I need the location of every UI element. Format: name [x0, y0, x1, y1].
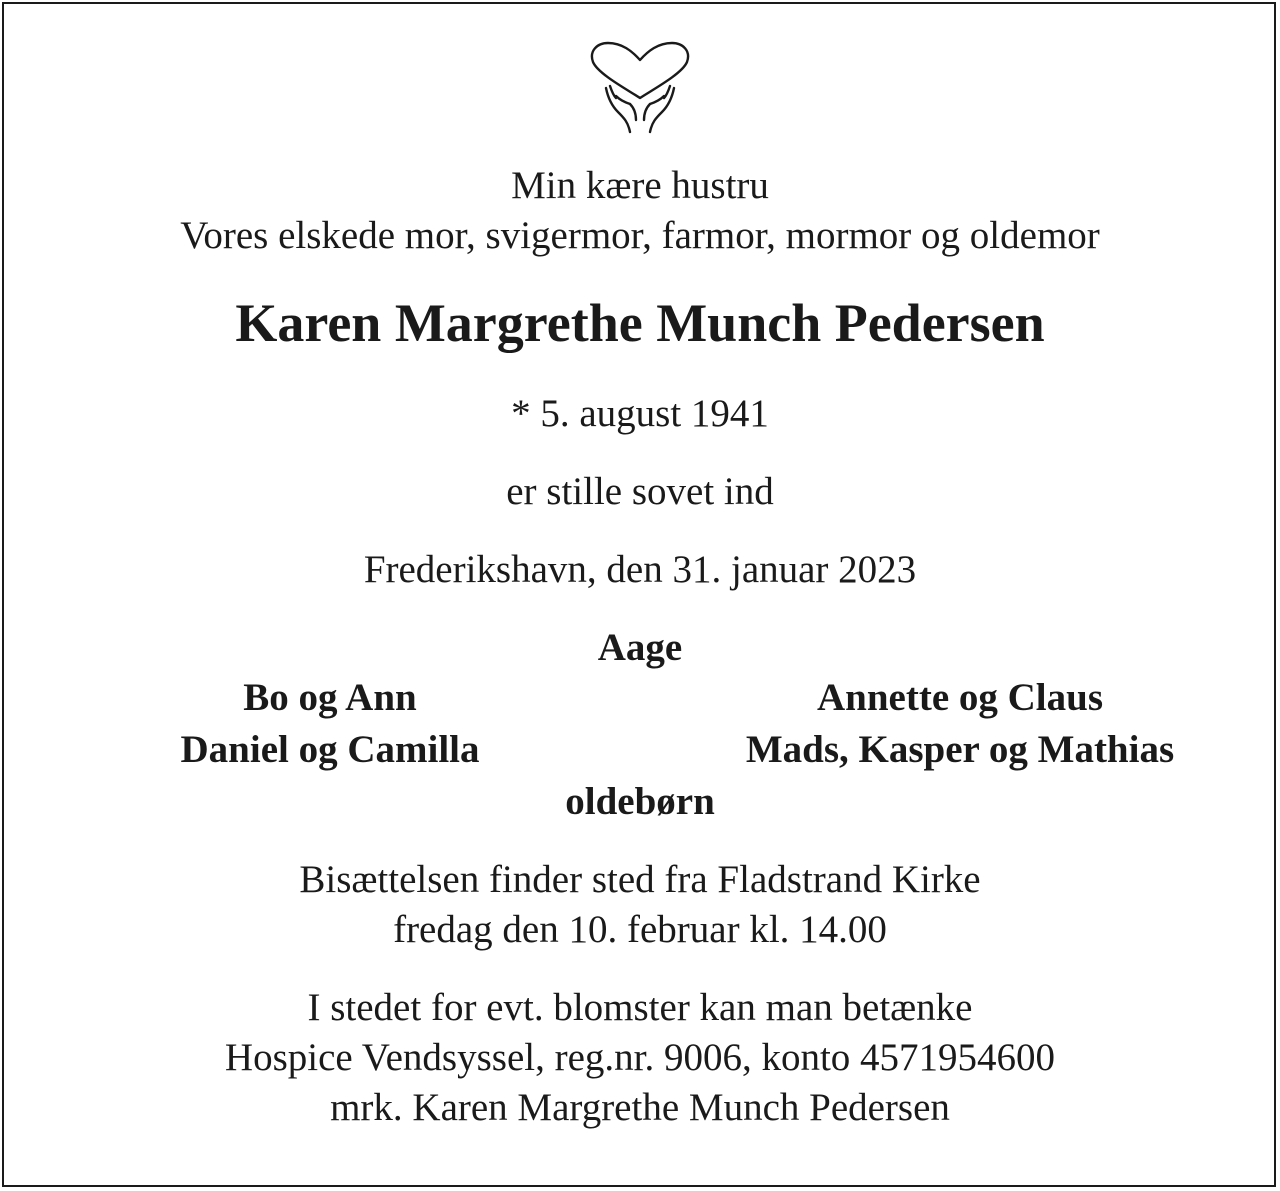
- spouse-name: Aage: [597, 626, 683, 669]
- family-right-line-2: Mads, Kasper og Mathias: [745, 728, 1175, 771]
- passing-text: er stille sovet ind: [506, 470, 774, 513]
- family-right-line-1: Annette og Claus: [816, 676, 1103, 719]
- funeral-line-1: Bisættelsen finder sted fra Fladstrand Kirke: [299, 858, 981, 901]
- family-left-line-1: Bo og Ann: [243, 676, 417, 719]
- donation-line-1: I stedet for evt. blomster kan man betænke: [307, 986, 973, 1029]
- great-grandchildren: oldebørn: [565, 780, 715, 823]
- birth-date: * 5. august 1941: [511, 392, 769, 435]
- intro-line-1: Min kære hustru: [511, 164, 769, 207]
- place-and-date: Frederikshavn, den 31. januar 2023: [363, 548, 917, 591]
- family-left-line-2: Daniel og Camilla: [180, 728, 480, 771]
- funeral-line-2: fredag den 10. februar kl. 14.00: [393, 908, 887, 951]
- donation-line-2: Hospice Vendsyssel, reg.nr. 9006, konto 4571954600: [224, 1036, 1056, 1079]
- heart-in-hands-icon: [588, 40, 692, 135]
- deceased-name: Karen Margrethe Munch Pedersen: [235, 293, 1045, 353]
- donation-line-3: mrk. Karen Margrethe Munch Pedersen: [330, 1086, 950, 1129]
- intro-line-2: Vores elskede mor, svigermor, farmor, mormor og oldemor: [180, 214, 1100, 257]
